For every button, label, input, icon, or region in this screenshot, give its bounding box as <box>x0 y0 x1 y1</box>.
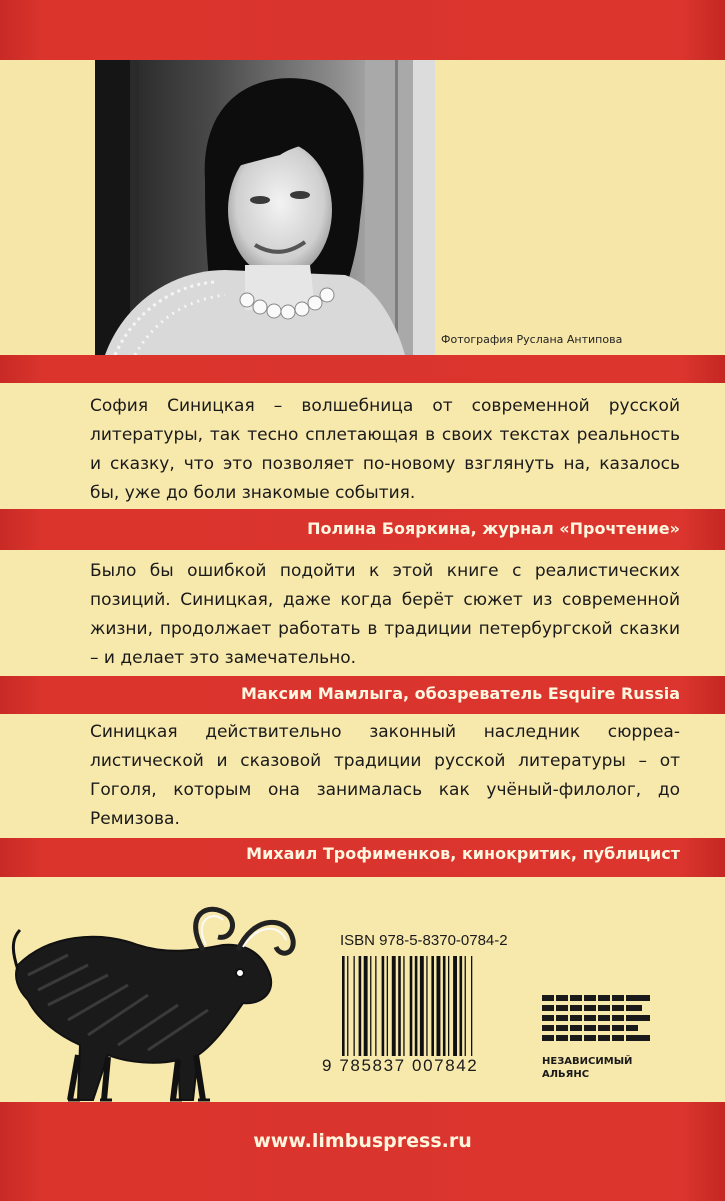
author-photo <box>95 60 435 355</box>
publisher-name-line1: НЕЗАВИСИМЫЙ <box>542 1056 633 1067</box>
barcode <box>340 956 520 1056</box>
quote-text-3: Синицкая действительно законный наследник сюрреалистической и сказовой традиции русской литературы – от Гоголя, которым она занималась как учёный-филолог, до Ремизова. <box>90 722 680 829</box>
quote-text-2: Было бы ошибкой подойти к этой книге с реалистических позиций. Синицкая, даже когда берёт сюжет из современной жизни, продолжает работать в традиции петербургской сказки – и делает это замечательно. <box>90 561 680 668</box>
quote-author-1: Полина Бояркина, журнал «Прочтение» <box>307 519 680 538</box>
barcode-digits: 9 785837 007842 <box>322 1056 479 1075</box>
publisher-name-line2: АЛЬЯНС <box>542 1069 590 1080</box>
quote-author-2: Максим Мамлыга, обозреватель Esquire Russia <box>240 684 680 703</box>
publisher-logo-icon <box>542 990 650 1050</box>
quote-text-1: София Синицкая – волшебница от современной русской литературы, так тесно сплетающая в своих текстах реальность и сказку, что это позволяет по-новому взглянуть на, казалось бы, уже до боли знакомые события. <box>90 396 680 503</box>
isbn-label: ISBN 978-5-8370-0784-2 <box>340 932 508 949</box>
quote-author-3: Михаил Трофименков, кинокритик, публицист <box>246 844 680 863</box>
publisher-website: www.limbuspress.ru <box>253 1130 472 1152</box>
photo-credit: Фотография Руслана Антипова <box>441 333 623 346</box>
goat-illustration <box>8 895 308 1105</box>
